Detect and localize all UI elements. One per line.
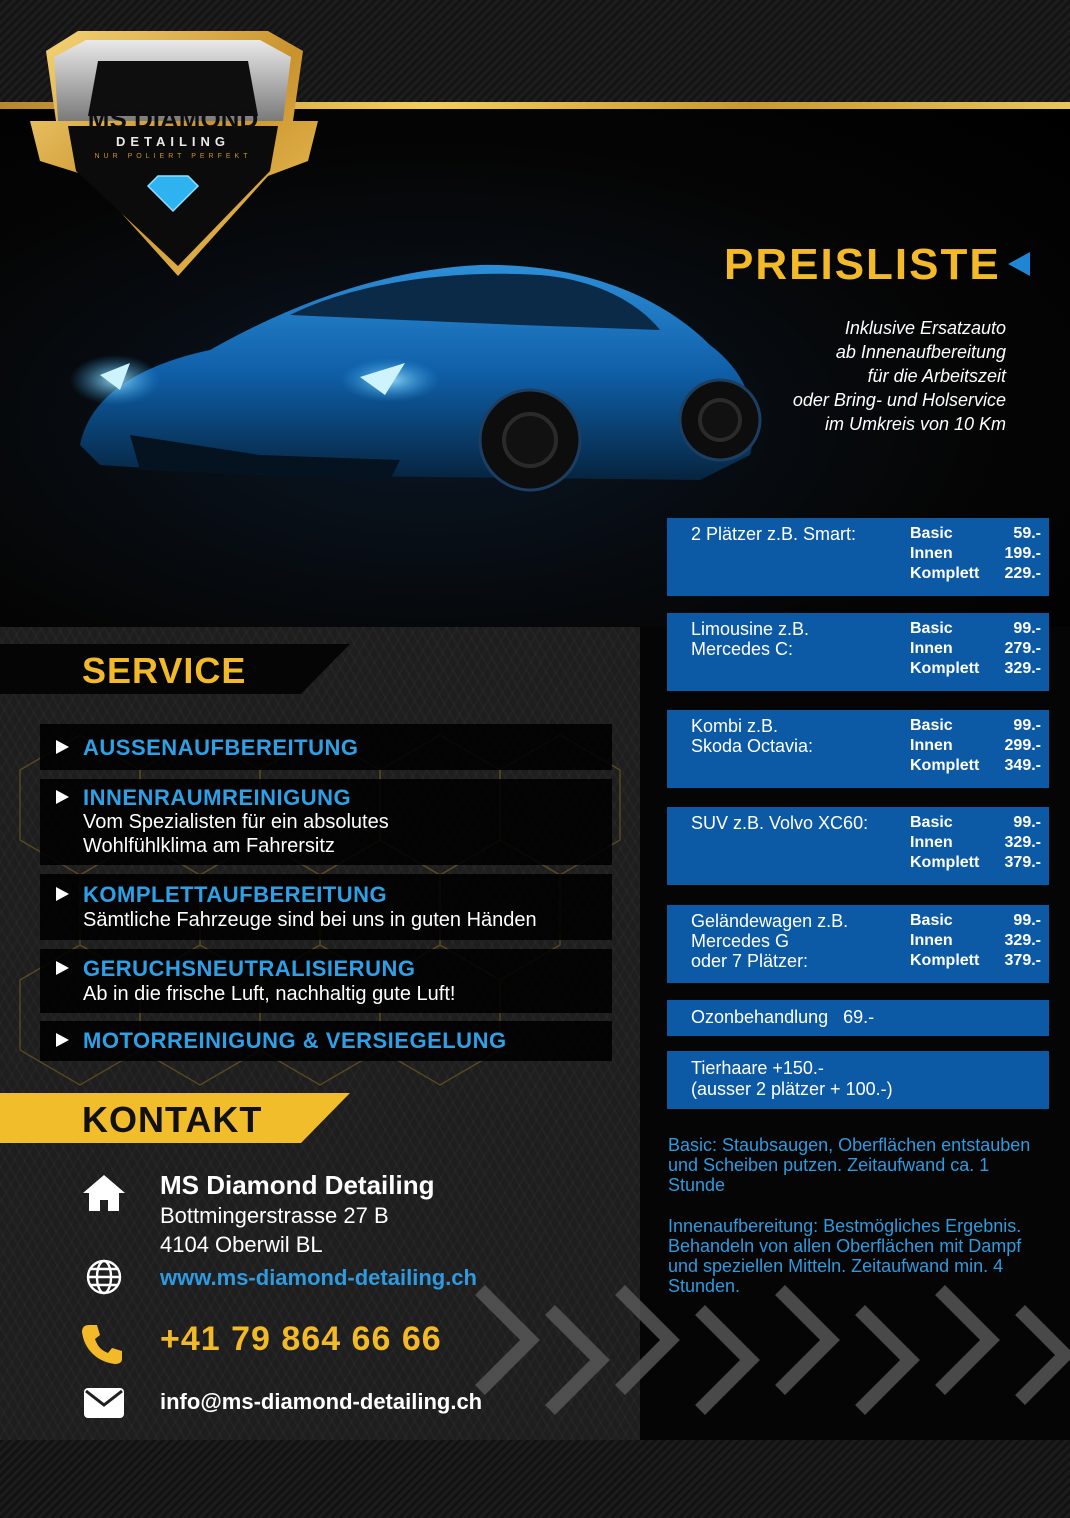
tier-label: Innen: [910, 545, 953, 562]
price-box-suv: [667, 807, 1049, 885]
contact-website-link[interactable]: www.ms-diamond-detailing.ch: [160, 1265, 477, 1290]
tier-row: [910, 756, 1041, 776]
tier-row: [910, 951, 1041, 971]
tier-price: 99.-: [1013, 717, 1041, 734]
tier-price: 59.-: [1013, 525, 1041, 542]
price-list-intro: [626, 316, 1006, 436]
tier-row: [910, 524, 1041, 544]
category-line: Skoda Octavia:: [691, 736, 814, 756]
tier-label: Basic: [910, 912, 953, 929]
arrow-left-icon: [1008, 252, 1030, 276]
mail-icon: [83, 1387, 125, 1419]
home-icon: [82, 1173, 126, 1213]
category-line: Geländewagen z.B.: [691, 911, 849, 931]
contact-phone-link[interactable]: +41 79 864 66 66: [160, 1320, 442, 1358]
tier-label: Innen: [910, 640, 953, 657]
category-line: Kombi z.B.: [691, 716, 779, 736]
category-line: oder 7 Plätzer:: [691, 951, 809, 971]
note-innen: Innenaufbereitung: Bestmögliches Ergebnis. Behandeln von allen Oberflächen mit Dampf und speziellen Mitteln. Zeitaufwand min. 4 Stunden.: [668, 1216, 1022, 1296]
tier-label: Basic: [910, 525, 953, 542]
contact-heading-text: KONTAKT: [82, 1099, 263, 1140]
tier-price: 379.-: [1004, 952, 1041, 969]
tier-label: Komplett: [910, 565, 980, 582]
service-item-title: MOTORREINIGUNG & VERSIEGELUNG: [83, 1028, 507, 1053]
tierhaare-line: (ausser 2 plätzer + 100.-): [691, 1079, 893, 1099]
logo-tagline: NUR POLIERT PERFEKT: [94, 153, 252, 160]
tier-price: 329.-: [1004, 660, 1041, 677]
category-line: 2 Plätzer z.B. Smart:: [691, 524, 857, 544]
category-line: Mercedes G: [691, 931, 790, 951]
intro-line: im Umkreis von 10 Km: [824, 414, 1006, 434]
tier-label: Basic: [910, 620, 953, 637]
tier-price: 299.-: [1004, 737, 1041, 754]
service-heading-text: SERVICE: [82, 650, 247, 691]
price-box-ozon: [667, 1000, 1049, 1036]
phone-icon: [80, 1322, 124, 1366]
tier-label: Komplett: [910, 757, 980, 774]
tier-price: 99.-: [1013, 620, 1041, 637]
service-item-aussen: [40, 724, 612, 770]
price-list-title: PREISLISTE: [724, 240, 1001, 289]
play-arrow-icon: [56, 887, 69, 901]
tier-label: Komplett: [910, 660, 980, 677]
tier-row: [910, 639, 1041, 659]
play-arrow-icon: [56, 790, 69, 804]
price-box-tierhaare: [667, 1051, 1049, 1109]
price-tiers: [910, 524, 1041, 584]
category-line: Mercedes C:: [691, 639, 794, 659]
logo-brand-name: MS DIAMOND: [87, 104, 259, 134]
tierhaare-line: Tierhaare +150.-: [691, 1058, 824, 1078]
tier-label: Basic: [910, 717, 953, 734]
service-item-komplett: [40, 874, 612, 940]
tier-price: 199.-: [1004, 545, 1041, 562]
contact-email-link[interactable]: info@ms-diamond-detailing.ch: [160, 1389, 483, 1414]
intro-line: Inklusive Ersatzauto: [844, 318, 1006, 338]
price-tiers: [910, 716, 1041, 776]
price-tiers: [910, 911, 1041, 971]
service-item-title: INNENRAUMREINIGUNG: [83, 785, 352, 810]
brand-logo: [28, 26, 318, 281]
category-line: SUV z.B. Volvo XC60:: [691, 813, 869, 833]
service-item-desc: Ab in die frische Luft, nachhaltig gute Luft!: [83, 983, 456, 1005]
contact-name: MS Diamond Detailing: [160, 1170, 435, 1200]
tier-row: [910, 833, 1041, 853]
tier-row: [910, 853, 1041, 873]
service-item-title: GERUCHSNEUTRALISIERUNG: [83, 956, 416, 981]
tier-row: [910, 564, 1041, 584]
tier-row: [910, 931, 1041, 951]
service-item-desc: Wohlfühlklima am Fahrersitz: [83, 835, 335, 857]
note-basic: Basic: Staubsaugen, Oberflächen entstauben und Scheiben putzen. Zeitaufwand ca. 1 Stunde: [668, 1135, 1031, 1195]
service-item-desc: Sämtliche Fahrzeuge sind bei uns in guten Händen: [83, 909, 537, 931]
price-tiers: [910, 619, 1041, 679]
service-item-geruch: [40, 949, 612, 1013]
tier-price: 379.-: [1004, 854, 1041, 871]
tier-row: [910, 716, 1041, 736]
tier-label: Komplett: [910, 854, 980, 871]
service-heading: [0, 644, 350, 694]
service-item-desc: Vom Spezialisten für ein absolutes: [83, 811, 389, 833]
price-box-category: [691, 619, 809, 659]
tier-row: [910, 813, 1041, 833]
tier-label: Innen: [910, 737, 953, 754]
price-box-limousine: [667, 613, 1049, 691]
intro-line: für die Arbeitszeit: [867, 366, 1006, 386]
tier-price: 329.-: [1004, 932, 1041, 949]
tier-price: 329.-: [1004, 834, 1041, 851]
tier-label: Innen: [910, 834, 953, 851]
tier-row: [910, 544, 1041, 564]
price-box-2-platzer: [667, 518, 1049, 596]
service-item-motor: [40, 1021, 612, 1061]
play-arrow-icon: [56, 961, 69, 975]
price-box-category: [691, 716, 813, 756]
price-box-kombi: [667, 710, 1049, 788]
price-tiers: [910, 813, 1041, 873]
price-box-category: [691, 813, 868, 833]
tier-row: [910, 619, 1041, 639]
globe-icon: [85, 1258, 123, 1296]
tier-price: 279.-: [1004, 640, 1041, 657]
intro-line: oder Bring- und Holservice: [792, 390, 1006, 410]
tier-label: Innen: [910, 932, 953, 949]
tier-label: Komplett: [910, 952, 980, 969]
bottom-texture-band: [0, 1440, 1070, 1518]
logo-brand-subname: DETAILING: [115, 134, 231, 149]
tier-price: 99.-: [1013, 912, 1041, 929]
tier-price: 229.-: [1004, 565, 1041, 582]
contact-heading: [0, 1093, 350, 1143]
contact-street: Bottmingerstrasse 27 B: [160, 1203, 389, 1228]
ozon-line: Ozonbehandlung 69.-: [691, 1007, 875, 1027]
play-arrow-icon: [56, 740, 69, 754]
intro-line: ab Innenaufbereitung: [835, 342, 1006, 362]
tier-price: 349.-: [1004, 757, 1041, 774]
tier-price: 99.-: [1013, 814, 1041, 831]
tier-row: [910, 736, 1041, 756]
category-line: Limousine z.B.: [691, 619, 810, 639]
contact-city: 4104 Oberwil BL: [160, 1232, 323, 1257]
service-item-title: KOMPLETTAUFBEREITUNG: [83, 882, 388, 907]
service-item-title: AUSSENAUFBEREITUNG: [83, 735, 359, 760]
price-box-gelaendewagen: [667, 905, 1049, 983]
service-item-innen: [40, 779, 612, 865]
tier-row: [910, 659, 1041, 679]
play-arrow-icon: [56, 1033, 69, 1047]
price-box-category: [691, 524, 856, 544]
price-box-category: [691, 911, 848, 971]
tier-label: Basic: [910, 814, 953, 831]
tier-row: [910, 911, 1041, 931]
